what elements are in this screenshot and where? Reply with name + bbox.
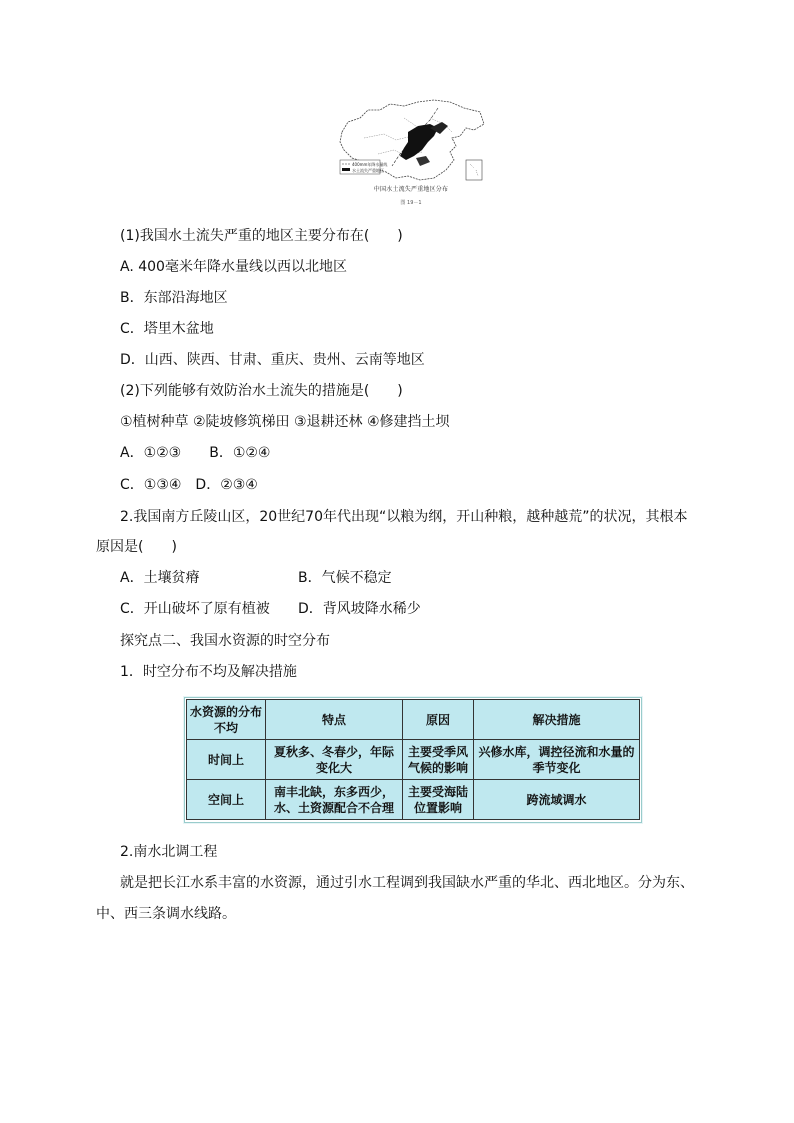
question-3-option-d: D．背风坡降水稀少 (298, 601, 421, 617)
table-header-cell: 特点 (266, 700, 403, 740)
question-3-stem-line2: 原因是( ) (96, 539, 177, 555)
question-1-option-b: B．东部沿海地区 (120, 290, 228, 306)
question-2-stem: (2)下列能够有效防治水土流失的措施是( ) (120, 383, 403, 399)
table-cell: 兴修水库，调控径流和水量的季节变化 (474, 740, 640, 780)
question-3-stem-line1: 2.我国南方丘陵山区，20世纪70年代出现“以粮为纲，开山种粮，越种越荒”的状况，其根本 (120, 509, 688, 525)
figure-number: 图 19－1 (400, 200, 422, 206)
table-cell: 空间上 (187, 780, 266, 820)
question-1-option-a: A. 400毫米年降水量线以西以北地区 (120, 259, 347, 275)
section-paragraph-line2: 中、西三条调水线路。 (96, 906, 236, 922)
section-paragraph-line1: 就是把长江水系丰富的水资源，通过引水工程调到我国缺水严重的华北、西北地区。分为东、 (120, 875, 694, 891)
table-header-cell: 解决措施 (474, 700, 640, 740)
question-3-option-b: B．气候不稳定 (298, 570, 392, 586)
china-soil-erosion-map (334, 98, 488, 214)
section-subheading-1: 1．时空分布不均及解决措施 (120, 664, 297, 680)
table-cell: 主要受海陆位置影响 (403, 780, 474, 820)
table-row (187, 780, 640, 820)
table-cell: 主要受季风气候的影响 (403, 740, 474, 780)
section-title: 探究点二、我国水资源的时空分布 (120, 633, 330, 649)
question-3-option-c: C．开山破坏了原有植被 (120, 601, 270, 617)
table-cell: 夏秋多、冬春少，年际变化大 (266, 740, 403, 780)
question-1-stem: (1)我国水土流失严重的地区主要分布在( ) (120, 228, 403, 244)
question-1-option-d: D．山西、陕西、甘肃、重庆、贵州、云南等地区 (120, 352, 425, 368)
legend-label-erosion-area: 水土流失严重地区 (352, 168, 384, 173)
table-row (187, 740, 640, 780)
table-cell: 时间上 (187, 740, 266, 780)
table-header-cell: 水资源的分布不均 (187, 700, 266, 740)
table-header-cell: 原因 (403, 700, 474, 740)
question-1-option-c: C．塔里木盆地 (120, 321, 214, 337)
table-header-row (187, 700, 640, 740)
table-cell: 跨流域调水 (474, 780, 640, 820)
figure-title: 中国水土流失严重地区分布 (373, 186, 449, 193)
water-resource-table (184, 697, 642, 823)
legend-label-precip-line: 400mm年降水量线 (352, 162, 388, 167)
question-3-option-a: A．土壤贫瘠 (120, 570, 200, 586)
table-cell: 南丰北缺，东多西少，水、土资源配合不合理 (266, 780, 403, 820)
question-2-options-ab: A．①②③ B．①②④ (120, 445, 271, 461)
question-2-items: ①植树种草 ②陡坡修筑梯田 ③退耕还林 ④修建挡土坝 (120, 414, 450, 430)
section-subheading-2: 2.南水北调工程 (120, 844, 218, 860)
question-2-options-cd: C．①③④ D．②③④ (120, 477, 258, 493)
